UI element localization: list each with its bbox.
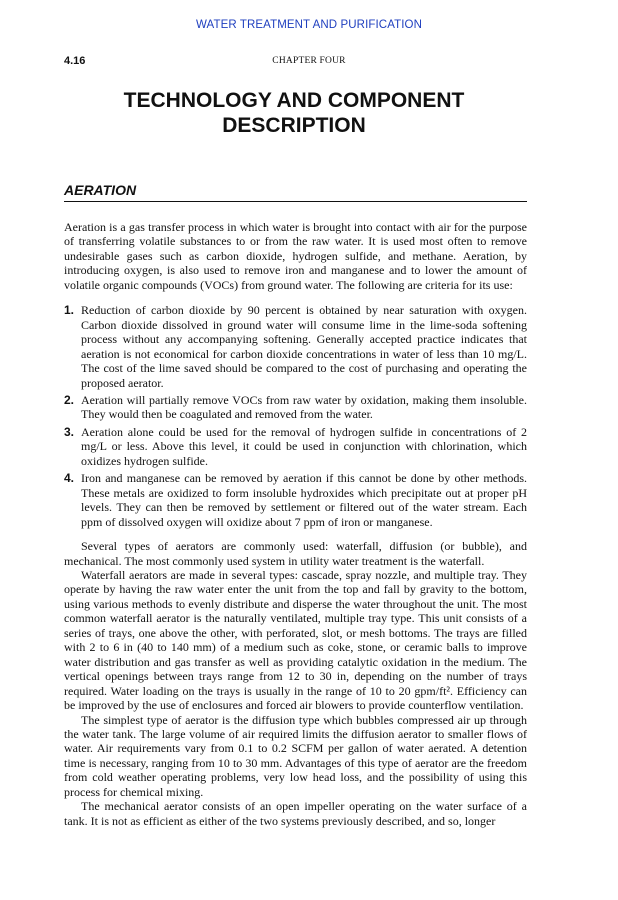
- list-item: [64, 303, 527, 390]
- body-text: [64, 220, 527, 828]
- section-divider: [64, 201, 527, 202]
- body-paragraph: Waterfall aerators are made in several types: cascade, spray nozzle, and multiple tray. They operate by having the raw water enter the unit from the top and fall by gravity to the bottom, using various methods to evenly distribute and disperse the water throughout the unit. The most common waterfall aerator is the naturally ventilated, multiple tray type. This unit consists of a series of trays, one above the other, with perforated, slot, or mesh bottoms. The trays are filled with 2 to 6 in (40 to 140 mm) of a medium such as coke, stone, or ceramic balls to improve water distribution and gas transfer as well as providing catalytic oxidation in the medium. The vertical openings between trays range from 12 to 30 in, depending on the number of trays required. Water loading on the trays is usually in the range of 10 to 20 gpm/ft². Efficiency can be improved by the use of enclosures and forced air blowers to provide counterflow ventilation.: [64, 567, 527, 713]
- list-item: [64, 425, 527, 468]
- page-title: [84, 88, 504, 138]
- page-number: 4.16: [64, 55, 86, 67]
- running-header: WATER TREATMENT AND PURIFICATION: [196, 19, 422, 31]
- list-item-number: 2.: [64, 392, 75, 407]
- list-item-text: Reduction of carbon dioxide by 90 percent is obtained by near saturation with oxygen. Carbon dioxide dissolved in ground water will consume lime in the lime-soda softening process without any accompanying softening. Generally accepted practice indicates that aeration is not economical for carbon dioxide concentrations in water of less than 10 mg/L. The cost of the lime saved should be compared to the cost of purchasing and operating the proposed aerator.: [81, 303, 527, 390]
- list-item-text: Aeration alone could be used for the removal of hydrogen sulfide in concentrations of 2 mg/L or less. Above this level, it could be used in conjunction with chlorination, which oxidizes hydrogen sulfide.: [81, 424, 527, 468]
- list-item-number: 4.: [64, 471, 75, 486]
- list-item-text: Aeration will partially remove VOCs from raw water by oxidation, making them insoluble. They would then be coagulated and removed from the water.: [81, 392, 527, 422]
- page-title-line-1: TECHNOLOGY AND COMPONENT: [123, 89, 465, 112]
- intro-paragraph: Aeration is a gas transfer process in which water is brought into contact with air for the purpose of transferring volatile substances to or from the raw water. It is used most often to remove undesirable gases such as carbon dioxide, hydrogen sulfide, and methane. Aeration, by introducing oxygen, is also used to remove iron and manganese and to lower the amount of volatile organic compounds (VOCs) from ground water. The following are criteria for its use:: [64, 220, 527, 292]
- list-item-text: Iron and manganese can be removed by aeration if this cannot be done by other methods. These metals are oxidized to form insoluble hydroxides which precipitate out at proper pH levels. They can then be removed by settlement or filtered out of the water stream. Each ppm of dissolved oxygen will oxidize about 7 ppm of iron or manganese.: [81, 471, 527, 529]
- list-item: [64, 471, 527, 529]
- body-paragraph: The mechanical aerator consists of an open impeller operating on the water surface of a tank. It is not as efficient as either of the two systems previously described, and so, longer: [64, 799, 527, 828]
- chapter-label: CHAPTER FOUR: [272, 56, 346, 66]
- page-title-line-2: DESCRIPTION: [222, 114, 366, 137]
- list-item-number: 1.: [64, 303, 75, 318]
- list-item: [64, 393, 527, 422]
- body-paragraph: Several types of aerators are commonly used: waterfall, diffusion (or bubble), and mechanical. The most commonly used system in utility water treatment is the waterfall.: [64, 539, 527, 568]
- body-paragraph: The simplest type of aerator is the diffusion type which bubbles compressed air up through the water tank. The large volume of air required limits the diffusion aerator to smaller flows of water. Air requirements vary from 0.1 to 0.2 SCFM per gallon of water aerated. A detention time is necessary, ranging from 10 to 30 mm. Advantages of this type of aerator are the freedom from cold weather operating problems, very low head loss, and the possibility of using this process for chemical mixing.: [64, 712, 527, 799]
- list-item-number: 3.: [64, 424, 75, 439]
- criteria-list: [64, 303, 527, 529]
- section-heading: AERATION: [64, 182, 137, 198]
